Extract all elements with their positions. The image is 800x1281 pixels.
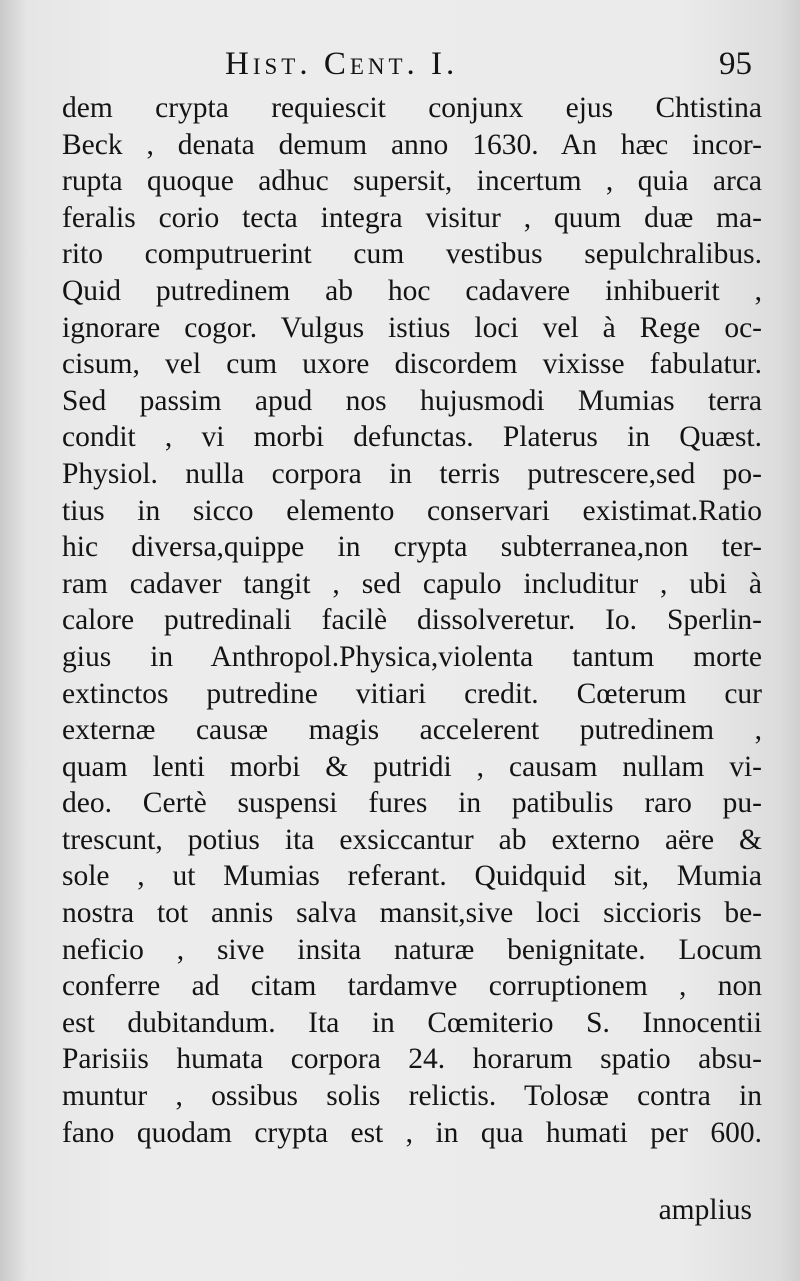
text-line: hic diversa,quippe in crypta subterranea,non ter- bbox=[62, 531, 762, 564]
text-line: Parisiis humata corpora 24. horarum spatio absu- bbox=[62, 1043, 762, 1076]
text-line: est dubitandum. Ita in Cœmiterio S. Innocentii bbox=[62, 1006, 762, 1039]
text-line: feralis corio tecta integra visitur , quum duæ ma- bbox=[62, 201, 762, 234]
text-line: rito computruerint cum vestibus sepulchralibus. bbox=[62, 238, 762, 271]
text-line: fano quodam crypta est , in qua humati per 600. bbox=[62, 1116, 762, 1149]
text-line: rupta quoque adhuc supersit, incertum , quia arca bbox=[62, 165, 762, 198]
text-line: externæ causæ magis accelerent putredinem , bbox=[62, 714, 762, 747]
text-line: ram cadaver tangit , sed capulo includitur , ubi à bbox=[62, 567, 762, 600]
text-line: neficio , sive insita naturæ benignitate. Locum bbox=[62, 933, 762, 966]
running-head: Hist. Cent. I. bbox=[225, 46, 459, 82]
text-line: deo. Certè suspensi fures in patibulis raro pu- bbox=[62, 787, 762, 820]
page-header bbox=[0, 40, 800, 90]
text-line: quam lenti morbi & putridi , causam nullam vi- bbox=[62, 750, 762, 783]
text-line: Beck , denata demum anno 1630. An hæc incor- bbox=[62, 128, 762, 161]
body-text bbox=[62, 90, 762, 1151]
text-line: sole , ut Mumias referant. Quidquid sit, Mumia bbox=[62, 860, 762, 893]
text-line: extinctos putredine vitiari credit. Cœterum cur bbox=[62, 677, 762, 710]
page-number: 95 bbox=[719, 46, 752, 82]
text-line: condit , vi morbi defunctas. Platerus in Quæst. bbox=[62, 421, 762, 454]
text-line: conferre ad citam tardamve corruptionem , non bbox=[62, 970, 762, 1003]
text-line: Quid putredinem ab hoc cadavere inhibuerit , bbox=[62, 274, 762, 307]
text-line: cisum, vel cum uxore discordem vixisse fabulatur. bbox=[62, 348, 762, 381]
catchword: amplius bbox=[658, 1194, 752, 1226]
text-line: gius in Anthropol.Physica,violenta tantum morte bbox=[62, 640, 762, 673]
text-line: Sed passim apud nos hujusmodi Mumias terra bbox=[62, 384, 762, 417]
text-line: trescunt, potius ita exsiccantur ab externo aëre & bbox=[62, 823, 762, 856]
text-line: tius in sicco elemento conservari existimat.Ratio bbox=[62, 494, 762, 527]
text-line: muntur , ossibus solis relictis. Tolosæ contra in bbox=[62, 1080, 762, 1113]
text-line: dem crypta requiescit conjunx ejus Chtistina bbox=[62, 92, 762, 124]
text-line: calore putredinali facilè dissolveretur. Io. Sperlin- bbox=[62, 604, 762, 637]
text-line: nostra tot annis salva mansit,sive loci siccioris be- bbox=[62, 897, 762, 930]
text-line: Physiol. nulla corpora in terris putrescere,sed po- bbox=[62, 457, 762, 490]
text-line: ignorare cogor. Vulgus istius loci vel à Rege oc- bbox=[62, 311, 762, 344]
